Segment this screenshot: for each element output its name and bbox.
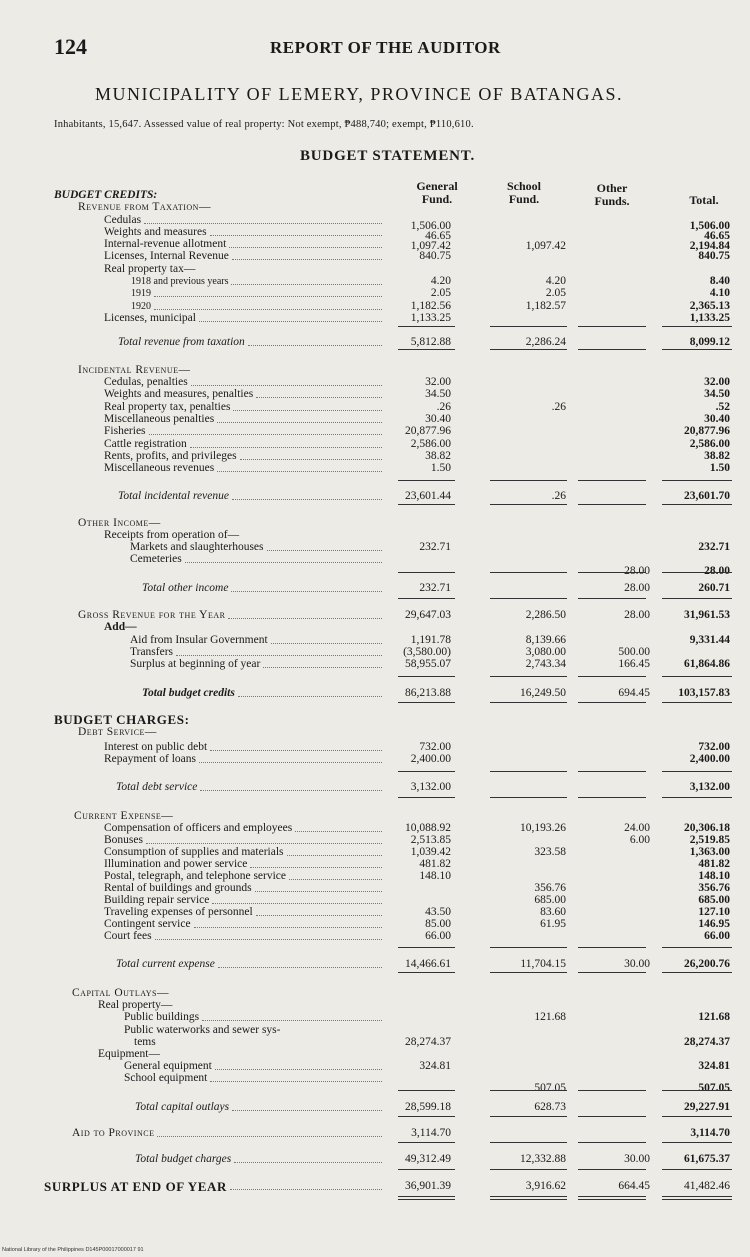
column-rule xyxy=(398,702,455,703)
column-rule xyxy=(578,504,646,505)
cell-total: 732.00 xyxy=(698,741,730,753)
row-label: Licenses, Internal Revenue xyxy=(104,250,385,263)
cell-total: 26,200.76 xyxy=(684,958,730,970)
column-rule xyxy=(662,1116,732,1117)
cell-total: 38.82 xyxy=(704,450,730,462)
row-label: Rents, profits, and privileges xyxy=(104,450,385,463)
cell-general: 86,213.88 xyxy=(405,687,451,699)
column-rule xyxy=(398,504,455,505)
budget-row xyxy=(0,425,750,438)
row-label: Compensation of officers and employees xyxy=(104,822,385,835)
column-rule xyxy=(490,797,567,798)
row-label: Debt Service— xyxy=(78,726,157,738)
column-rule xyxy=(398,771,455,772)
row-label: Building repair service xyxy=(104,894,385,907)
row-label: 1918 and previous years xyxy=(131,275,385,288)
row-label: Total current expense xyxy=(116,958,385,971)
cell-general: 4.20 xyxy=(430,275,451,287)
column-rule xyxy=(398,972,455,973)
column-rule xyxy=(398,480,455,481)
cell-general: 232.71 xyxy=(419,541,451,553)
cell-total: 61,864.86 xyxy=(684,658,730,670)
column-rule xyxy=(398,349,455,350)
cell-school: .26 xyxy=(551,490,566,502)
cell-total: 4.10 xyxy=(709,287,730,299)
cell-total: 32.00 xyxy=(704,376,730,388)
cell-total: 20,877.96 xyxy=(684,425,730,437)
municipality-title: MUNICIPALITY OF LEMERY, PROVINCE OF BATANGAS. xyxy=(95,84,623,104)
column-rule xyxy=(662,676,732,677)
column-rule xyxy=(662,572,732,573)
column-rule xyxy=(398,1090,455,1091)
cell-total: 28.00 xyxy=(704,565,730,577)
cell-general: 29,647.03 xyxy=(405,609,451,621)
cell-general: 1,039.42 xyxy=(410,846,451,858)
row-label: Real property tax— xyxy=(104,263,196,275)
cell-general: 1,506.00 xyxy=(410,220,451,232)
budget-row xyxy=(0,658,750,671)
cell-school: 628.73 xyxy=(534,1101,566,1113)
cell-school: 2,286.50 xyxy=(525,609,566,621)
column-rule xyxy=(578,326,646,327)
column-header-general-fund: General Fund. xyxy=(416,179,458,206)
column-rule xyxy=(578,676,646,677)
cell-general: 28,599.18 xyxy=(405,1101,451,1113)
column-rule xyxy=(662,947,732,948)
cell-other: 664.45 xyxy=(618,1180,650,1192)
column-rule xyxy=(578,797,646,798)
budget-row xyxy=(0,462,750,475)
cell-other: 166.45 xyxy=(618,658,650,670)
row-label: Total other income xyxy=(142,582,385,595)
column-rule xyxy=(662,702,732,703)
column-rule xyxy=(398,1142,455,1143)
budget-row xyxy=(0,312,750,325)
cell-school: 507.05 xyxy=(534,1082,566,1094)
column-rule xyxy=(662,326,732,327)
column-rule xyxy=(490,598,567,599)
row-label: Consumption of supplies and materials xyxy=(104,846,385,859)
row-label: BUDGET CHARGES: xyxy=(54,712,190,727)
cell-total: 3,114.70 xyxy=(690,1127,730,1139)
row-label: Miscellaneous revenues xyxy=(104,462,385,475)
cell-general: 2,586.00 xyxy=(410,438,451,450)
column-header-other-funds: Other Funds. xyxy=(594,181,630,208)
column-rule xyxy=(490,326,567,327)
column-rule xyxy=(662,1196,732,1200)
budget-row xyxy=(0,1180,750,1193)
budget-row xyxy=(0,753,750,766)
budget-row xyxy=(0,553,750,577)
row-label: Real property— xyxy=(98,999,173,1011)
cell-total: 2,365.13 xyxy=(689,300,730,312)
cell-total: 1,506.00 xyxy=(689,220,730,232)
row-label: Internal-revenue allotment xyxy=(104,238,385,251)
row-label: Receipts from operation of— xyxy=(104,529,240,541)
row-label: Repayment of loans xyxy=(104,753,385,766)
column-rule xyxy=(578,771,646,772)
column-rule xyxy=(490,702,567,703)
column-rule xyxy=(578,1116,646,1117)
column-rule xyxy=(578,598,646,599)
column-rule xyxy=(578,480,646,481)
row-label: Capital Outlays— xyxy=(72,987,169,999)
column-rule xyxy=(578,572,646,573)
budget-row xyxy=(0,958,750,971)
column-rule xyxy=(578,349,646,350)
column-rule xyxy=(490,1169,567,1170)
budget-row xyxy=(0,287,750,300)
cell-total: 29,227.91 xyxy=(684,1101,730,1113)
column-rule xyxy=(490,771,567,772)
row-label: Cedulas xyxy=(104,214,385,227)
column-rule xyxy=(398,676,455,677)
cell-general: 14,466.61 xyxy=(405,958,451,970)
budget-row xyxy=(0,201,750,214)
cell-total: 685.00 xyxy=(698,894,730,906)
cell-general: 23,601.44 xyxy=(405,490,451,502)
cell-school: 356.76 xyxy=(534,882,566,894)
cell-general: 2,513.85 xyxy=(410,834,451,846)
cell-general: 2.05 xyxy=(430,287,451,299)
budget-row xyxy=(0,388,750,401)
cell-school: 1,097.42 xyxy=(525,240,566,252)
cell-total: 61,675.37 xyxy=(684,1153,730,1165)
cell-total: 148.10 xyxy=(698,870,730,882)
running-title: REPORT OF THE AUDITOR xyxy=(270,38,501,57)
cell-total: 23,601.70 xyxy=(684,490,730,502)
column-rule xyxy=(662,1090,732,1091)
cell-other: 30.00 xyxy=(624,958,650,970)
column-rule xyxy=(490,1116,567,1117)
cell-general: 1,097.42 xyxy=(410,240,451,252)
column-rule xyxy=(490,1090,567,1091)
column-rule xyxy=(578,702,646,703)
row-label: Cedulas, penalties xyxy=(104,376,385,389)
row-label: Licenses, municipal xyxy=(104,312,385,325)
row-label: Fisheries xyxy=(104,425,385,438)
row-label: Markets and slaughterhouses xyxy=(130,541,385,554)
cell-total: 2,400.00 xyxy=(689,753,730,765)
cell-total: 66.00 xyxy=(704,930,730,942)
column-rule xyxy=(490,349,567,350)
cell-school: 8,139.66 xyxy=(525,634,566,646)
row-label: Real property tax, penalties xyxy=(104,401,385,414)
column-rule xyxy=(662,1169,732,1170)
row-label: BUDGET CREDITS: xyxy=(54,189,158,201)
row-label: Weights and measures xyxy=(104,226,385,239)
cell-total: 8.40 xyxy=(709,275,730,287)
row-label: Rental of buildings and grounds xyxy=(104,882,385,895)
cell-general: 1.50 xyxy=(430,462,451,474)
column-rule xyxy=(398,1196,455,1200)
cell-general: .26 xyxy=(436,401,451,413)
cell-total: 507.05 xyxy=(698,1082,730,1094)
cell-school: 2.05 xyxy=(545,287,566,299)
column-rule xyxy=(578,1196,646,1200)
cell-general: 232.71 xyxy=(419,582,451,594)
row-label: Total capital outlays xyxy=(135,1101,385,1114)
row-label: Illumination and power service xyxy=(104,858,385,871)
page-number: 124 xyxy=(54,34,87,59)
cell-general: 20,877.96 xyxy=(405,425,451,437)
budget-row xyxy=(0,621,750,634)
column-rule xyxy=(490,972,567,973)
cell-total: 30.40 xyxy=(704,413,730,425)
column-rule xyxy=(662,349,732,350)
cell-total: 146.95 xyxy=(698,918,730,930)
column-rule xyxy=(490,1142,567,1143)
cell-other: 28.00 xyxy=(624,609,650,621)
row-label: Traveling expenses of personnel xyxy=(104,906,385,919)
budget-row xyxy=(0,490,750,503)
cell-school: 1,182.57 xyxy=(525,300,566,312)
cell-general: 85.00 xyxy=(425,918,451,930)
row-label: Public buildings xyxy=(124,1011,385,1024)
cell-general: 3,114.70 xyxy=(411,1127,451,1139)
budget-row xyxy=(0,1127,750,1140)
cell-other: 500.00 xyxy=(618,646,650,658)
cell-general: 34.50 xyxy=(425,388,451,400)
budget-row xyxy=(0,250,750,263)
column-rule xyxy=(578,972,646,973)
cell-general: 32.00 xyxy=(425,376,451,388)
cell-total: 34.50 xyxy=(704,388,730,400)
cell-general: 28,274.37 xyxy=(405,1036,451,1048)
row-label: Gross Revenue for the Year xyxy=(78,609,385,622)
cell-general: 46.65 xyxy=(425,230,451,242)
row-label: General equipment xyxy=(124,1060,385,1073)
column-rule xyxy=(662,1142,732,1143)
budget-row xyxy=(0,781,750,794)
cell-total: 481.82 xyxy=(698,858,730,870)
cell-general: 732.00 xyxy=(419,741,451,753)
row-label: Total incidental revenue xyxy=(118,490,385,503)
budget-row xyxy=(0,582,750,595)
cell-total: 20,306.18 xyxy=(684,822,730,834)
row-label: School equipment xyxy=(124,1072,385,1085)
cell-total: 8,099.12 xyxy=(689,336,730,348)
cell-total: 260.71 xyxy=(698,582,730,594)
cell-school: 685.00 xyxy=(534,894,566,906)
budget-row xyxy=(0,930,750,943)
row-label: Court fees xyxy=(104,930,385,943)
row-label: Total revenue from taxation xyxy=(118,336,385,349)
cell-school: .26 xyxy=(551,401,566,413)
cell-general: (3,580.00) xyxy=(403,646,451,658)
cell-total: 2,519.85 xyxy=(689,834,730,846)
budget-row xyxy=(0,713,750,726)
cell-general: 1,133.25 xyxy=(410,312,451,324)
column-rule xyxy=(578,947,646,948)
column-rule xyxy=(398,326,455,327)
cell-total: 46.65 xyxy=(704,230,730,242)
column-header-total: Total. xyxy=(689,193,719,207)
cell-total: 356.76 xyxy=(698,882,730,894)
column-header-school-fund: School Fund. xyxy=(506,179,541,206)
cell-other: 28.00 xyxy=(624,582,650,594)
library-footer: National Library of the Philippines D145P00017000017 91 xyxy=(2,1247,144,1253)
cell-school: 2,286.24 xyxy=(525,336,566,348)
row-label: Total debt service xyxy=(116,781,385,794)
row-label: 1919 xyxy=(131,287,385,300)
cell-total: .52 xyxy=(715,401,730,413)
row-label: Transfers xyxy=(130,646,385,659)
row-label: Equipment— xyxy=(98,1048,160,1060)
row-label: tems xyxy=(134,1036,156,1048)
cell-total: 324.81 xyxy=(698,1060,730,1072)
column-rule xyxy=(578,1169,646,1170)
column-rule xyxy=(398,572,455,573)
row-label: Revenue from Taxation— xyxy=(78,201,211,213)
cell-school: 83.60 xyxy=(540,906,566,918)
cell-general: 5,812.88 xyxy=(410,336,451,348)
cell-general: 36,901.39 xyxy=(405,1180,451,1192)
row-label: Aid from Insular Government xyxy=(130,634,385,647)
cell-other: 6.00 xyxy=(629,834,650,846)
column-rule xyxy=(398,797,455,798)
column-rule xyxy=(398,598,455,599)
cell-total: 2,586.00 xyxy=(689,438,730,450)
cell-general: 840.75 xyxy=(419,250,451,262)
cell-school: 3,080.00 xyxy=(525,646,566,658)
cell-general: 58,955.07 xyxy=(405,658,451,670)
inhabitants-line: Inhabitants, 15,647. Assessed value of real property: Not exempt, ₱488,740; exempt, ₱110,610. xyxy=(54,119,474,130)
cell-general: 1,182.56 xyxy=(410,300,451,312)
column-rule xyxy=(490,480,567,481)
column-rule xyxy=(398,1116,455,1117)
cell-general: 148.10 xyxy=(419,870,451,882)
budget-row xyxy=(0,1011,750,1024)
budget-row xyxy=(0,1153,750,1166)
cell-other: 30.00 xyxy=(624,1153,650,1165)
cell-total: 9,331.44 xyxy=(689,634,730,646)
cell-total: 31,961.53 xyxy=(684,609,730,621)
column-rule xyxy=(578,1142,646,1143)
column-rule xyxy=(662,797,732,798)
column-rule xyxy=(398,947,455,948)
budget-row xyxy=(0,1072,750,1094)
cell-school: 121.68 xyxy=(534,1011,566,1023)
cell-general: 66.00 xyxy=(425,930,451,942)
column-rule xyxy=(490,572,567,573)
cell-general: 38.82 xyxy=(425,450,451,462)
cell-total: 232.71 xyxy=(698,541,730,553)
cell-total: 41,482.46 xyxy=(684,1180,730,1192)
row-label: Cattle registration xyxy=(104,438,385,451)
cell-general: 2,400.00 xyxy=(410,753,451,765)
cell-general: 3,132.00 xyxy=(410,781,451,793)
budget-row xyxy=(0,687,750,700)
cell-other: 694.45 xyxy=(618,687,650,699)
cell-total: 1,133.25 xyxy=(689,312,730,324)
column-rule xyxy=(490,947,567,948)
cell-school: 4.20 xyxy=(545,275,566,287)
cell-school: 323.58 xyxy=(534,846,566,858)
row-label: SURPLUS AT END OF YEAR xyxy=(44,1180,385,1193)
column-rule xyxy=(662,480,732,481)
column-rule xyxy=(490,504,567,505)
cell-total: 127.10 xyxy=(698,906,730,918)
column-rule xyxy=(398,1169,455,1170)
row-label: Total budget credits xyxy=(142,687,385,700)
cell-other: 24.00 xyxy=(624,822,650,834)
cell-other: 28.00 xyxy=(624,565,650,577)
column-rule xyxy=(662,598,732,599)
row-label: Bonuses xyxy=(104,834,385,847)
cell-general: 43.50 xyxy=(425,906,451,918)
cell-general: 10,088.92 xyxy=(405,822,451,834)
row-label: Other Income— xyxy=(78,517,161,529)
row-label: Surplus at beginning of year xyxy=(130,658,385,671)
row-label: Contingent service xyxy=(104,918,385,931)
column-rule xyxy=(662,504,732,505)
column-rule xyxy=(662,972,732,973)
cell-total: 3,132.00 xyxy=(689,781,730,793)
column-rule xyxy=(662,771,732,772)
cell-general: 30.40 xyxy=(425,413,451,425)
budget-row xyxy=(0,336,750,349)
row-label: Current Expense— xyxy=(74,810,174,822)
row-label: Weights and measures, penalties xyxy=(104,388,385,401)
cell-school: 12,332.88 xyxy=(520,1153,566,1165)
row-label: Public waterworks and sewer sys- xyxy=(124,1024,281,1036)
cell-total: 1,363.00 xyxy=(689,846,730,858)
column-rule xyxy=(490,1196,567,1200)
column-rule xyxy=(490,676,567,677)
cell-school: 10,193.26 xyxy=(520,822,566,834)
row-label: 1920 xyxy=(131,300,385,313)
cell-total: 2,194.84 xyxy=(689,240,730,252)
cell-school: 2,743.34 xyxy=(525,658,566,670)
row-label: Cemeteries xyxy=(130,553,385,566)
cell-total: 840.75 xyxy=(698,250,730,262)
statement-title: BUDGET STATEMENT. xyxy=(300,148,476,164)
cell-general: 1,191.78 xyxy=(410,634,451,646)
cell-total: 28,274.37 xyxy=(684,1036,730,1048)
row-label: Incidental Revenue— xyxy=(78,364,191,376)
cell-school: 16,249.50 xyxy=(520,687,566,699)
cell-total: 1.50 xyxy=(709,462,730,474)
column-rule xyxy=(578,1090,646,1091)
budget-row xyxy=(0,726,750,739)
row-label: Total budget charges xyxy=(135,1153,385,1166)
row-label: Miscellaneous penalties xyxy=(104,413,385,426)
cell-general: 49,312.49 xyxy=(405,1153,451,1165)
cell-general: 324.81 xyxy=(419,1060,451,1072)
cell-general: 481.82 xyxy=(419,858,451,870)
cell-school: 11,704.15 xyxy=(520,958,566,970)
cell-school: 61.95 xyxy=(540,918,566,930)
cell-total: 103,157.83 xyxy=(678,687,730,699)
cell-school: 3,916.62 xyxy=(525,1180,566,1192)
budget-row xyxy=(0,1101,750,1114)
row-label: Interest on public debt xyxy=(104,741,385,754)
row-label: Postal, telegraph, and telephone service xyxy=(104,870,385,883)
cell-total: 121.68 xyxy=(698,1011,730,1023)
row-label: Aid to Province xyxy=(72,1127,385,1140)
row-label: Add— xyxy=(104,621,137,633)
